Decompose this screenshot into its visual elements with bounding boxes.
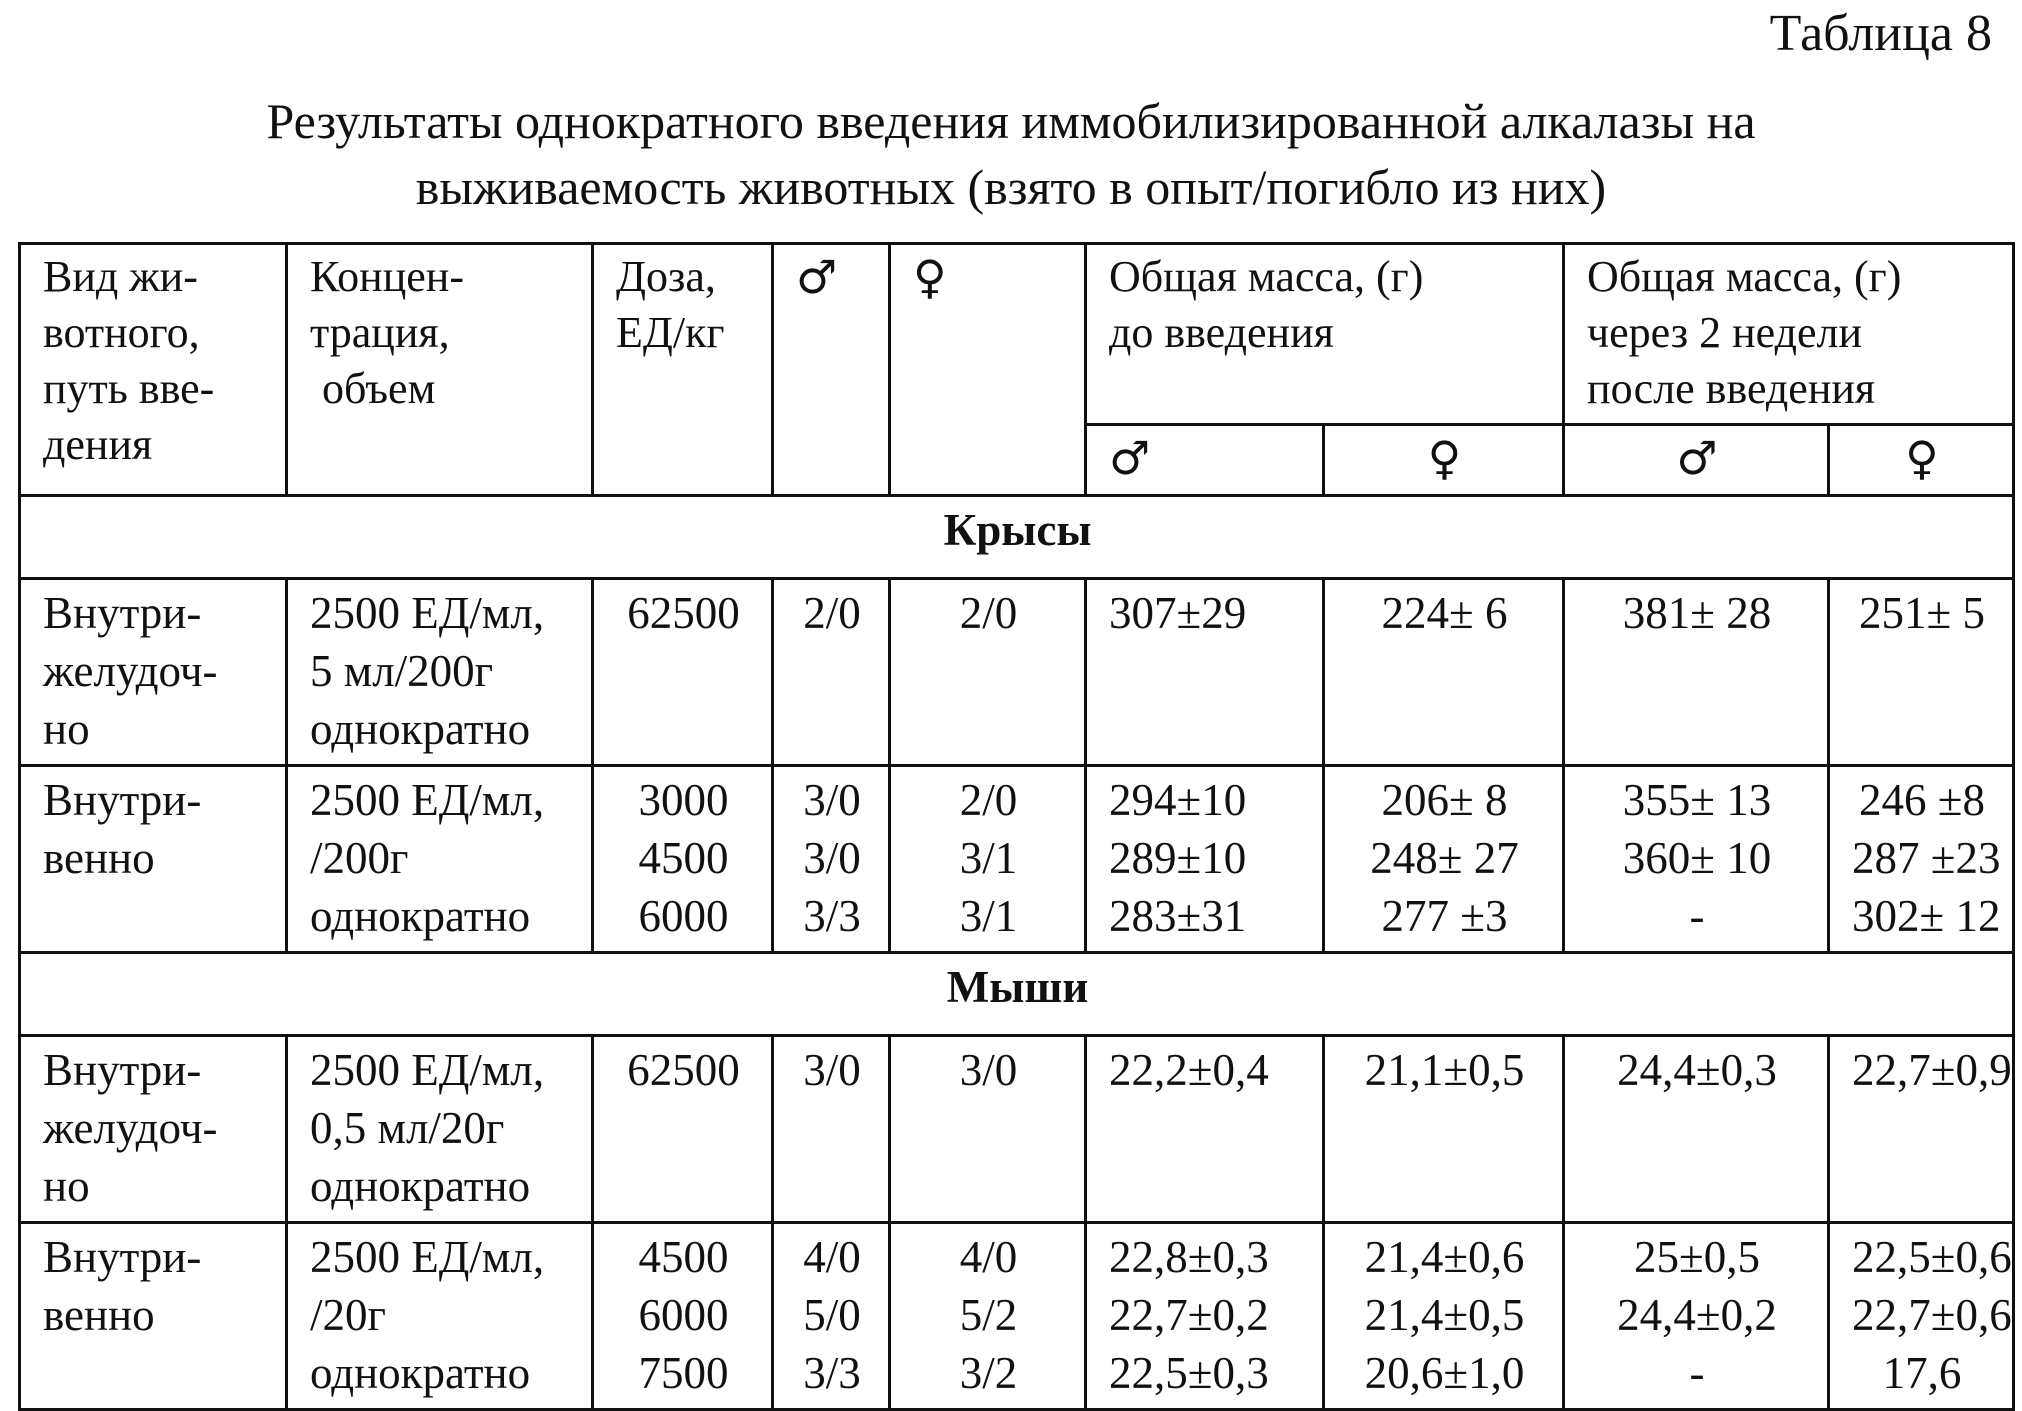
header-row [20, 244, 2014, 425]
cell-line: 294±10 [1109, 775, 1247, 825]
header-concentration: Концен- трация, объем [287, 244, 593, 496]
table-row [20, 766, 2014, 953]
cell-line: 4/0 [959, 1232, 1018, 1282]
cell-mb [1086, 1223, 1324, 1410]
header-dose: Доза, ЕД/кг [593, 244, 773, 496]
cell-route [20, 766, 287, 953]
cell-conc [287, 766, 593, 953]
cell-line: 24,4±0,2 [1617, 1290, 1777, 1340]
cell-fb [1324, 1223, 1564, 1410]
cell-line: 22,7±0,9 [1852, 1045, 2012, 1095]
cell-line: 62500 [627, 1045, 740, 1095]
cell-line: 3/0 [803, 1045, 861, 1095]
cell-mb [1086, 766, 1324, 953]
cell-line: 3/0 [803, 775, 861, 825]
section-title: Крысы [20, 496, 2014, 579]
cell-line: - [1689, 1348, 1705, 1398]
cell-fa [1829, 766, 2014, 953]
cell-route [20, 1036, 287, 1223]
cell-line: желудоч- [43, 1103, 218, 1153]
cell-line: 17,6 [1882, 1348, 1962, 1398]
female-symbol-icon: ♀ [1905, 431, 1939, 485]
table-number-label: Таблица 8 [1769, 5, 1992, 62]
male-symbol-icon: ♂ [1109, 431, 1151, 485]
cell-line: 2/0 [959, 588, 1018, 638]
cell-line: однократно [310, 1161, 531, 1211]
cell-dose [593, 1223, 773, 1410]
cell-fb [1324, 579, 1564, 766]
cell-line: 25±0,5 [1634, 1232, 1760, 1282]
cell-line: 307±29 [1109, 588, 1247, 638]
section-row [20, 496, 2014, 579]
cell-line: Внутри- [43, 588, 202, 638]
cell-line: /20г [310, 1290, 386, 1340]
cell-ma [1564, 1036, 1829, 1223]
cell-ma [1564, 579, 1829, 766]
cell-line: 3/3 [803, 1348, 861, 1398]
cell-line: 248± 27 [1370, 833, 1519, 883]
cell-line: 5/2 [959, 1290, 1018, 1340]
header-female [890, 244, 1086, 496]
cell-line: 251± 5 [1859, 588, 1985, 638]
cell-line: /200г [310, 833, 409, 883]
cell-line: 5/0 [803, 1290, 861, 1340]
cell-conc [287, 1223, 593, 1410]
cell-ma [1564, 766, 1829, 953]
cell-line: но [43, 704, 90, 754]
cell-ma [1564, 1223, 1829, 1410]
cell-line: 283±31 [1109, 891, 1247, 941]
cell-line: 22,7±0,2 [1109, 1290, 1269, 1340]
cell-line: 206± 8 [1381, 775, 1508, 825]
cell-female [890, 1036, 1086, 1223]
cell-line: желудоч- [43, 646, 218, 696]
header-mass-after: Общая масса, (г) через 2 недели после введения [1564, 244, 2014, 425]
cell-route [20, 1223, 287, 1410]
cell-line: 3/0 [803, 833, 861, 883]
cell-line: 24,4±0,3 [1617, 1045, 1777, 1095]
cell-line: однократно [310, 1348, 531, 1398]
cell-line: однократно [310, 704, 531, 754]
cell-male [773, 1036, 890, 1223]
female-symbol-icon: ♀ [913, 250, 947, 304]
cell-line: 5 мл/200г [310, 646, 494, 696]
sub-male-before [1086, 425, 1324, 496]
header-mass-before: Общая масса, (г) до введения [1086, 244, 1564, 425]
cell-line: - [1689, 891, 1705, 941]
cell-line: 224± 6 [1381, 588, 1508, 638]
cell-line: 287 ±23 [1852, 833, 2001, 883]
sub-female-before [1324, 425, 1564, 496]
cell-fb [1324, 1036, 1564, 1223]
cell-line: 21,4±0,6 [1364, 1232, 1525, 1282]
table-title [60, 88, 1962, 220]
header-species: Вид жи- вотного, путь вве- дения [20, 244, 287, 496]
cell-mb [1086, 579, 1324, 766]
cell-line: Внутри- [43, 1232, 202, 1282]
cell-line: 4500 [638, 833, 729, 883]
cell-line: 22,5±0,6 [1852, 1232, 2012, 1282]
cell-line: 2/0 [959, 775, 1018, 825]
cell-line: 2500 ЕД/мл, [310, 775, 545, 825]
cell-line: Внутри- [43, 775, 202, 825]
cell-line: 360± 10 [1622, 833, 1772, 883]
cell-male [773, 579, 890, 766]
cell-female [890, 766, 1086, 953]
cell-line: 302± 12 [1852, 891, 2001, 941]
cell-line: 6000 [638, 1290, 729, 1340]
cell-line: 355± 13 [1622, 775, 1772, 825]
cell-line: однократно [310, 891, 531, 941]
male-symbol-icon: ♂ [796, 250, 838, 304]
cell-line: 2500 ЕД/мл, [310, 588, 545, 638]
cell-line: венно [43, 1290, 155, 1340]
cell-line: 6000 [638, 891, 729, 941]
cell-line: 21,4±0,5 [1364, 1290, 1525, 1340]
female-symbol-icon: ♀ [1427, 431, 1462, 485]
cell-line: 22,7±0,6 [1852, 1290, 2012, 1340]
cell-fa [1829, 579, 2014, 766]
cell-fa [1829, 1223, 2014, 1410]
cell-line: 3000 [638, 775, 729, 825]
table-row [20, 1036, 2014, 1223]
table-row [20, 579, 2014, 766]
cell-line: 62500 [627, 588, 740, 638]
cell-line: Внутри- [43, 1045, 202, 1095]
cell-line: 3/0 [959, 1045, 1018, 1095]
cell-conc [287, 579, 593, 766]
cell-line: 381± 28 [1622, 588, 1772, 638]
cell-male [773, 766, 890, 953]
cell-line: 4/0 [803, 1232, 861, 1282]
cell-conc [287, 1036, 593, 1223]
cell-line: 2/0 [803, 588, 861, 638]
cell-line: но [43, 1161, 90, 1211]
cell-line: 21,1±0,5 [1364, 1045, 1525, 1095]
cell-line: 3/2 [959, 1348, 1018, 1398]
cell-line: 289±10 [1109, 833, 1247, 883]
header-male [773, 244, 890, 496]
cell-dose [593, 1036, 773, 1223]
title-line-2: выживаемость животных (взято в опыт/погибло из них) [415, 159, 1607, 215]
results-table [18, 242, 2015, 1411]
cell-fb [1324, 766, 1564, 953]
cell-dose [593, 766, 773, 953]
cell-line: 246 ±8 [1859, 775, 1985, 825]
cell-line: 22,5±0,3 [1109, 1348, 1269, 1398]
table-row [20, 1223, 2014, 1410]
sub-female-after [1829, 425, 2014, 496]
cell-line: 3/1 [959, 833, 1018, 883]
cell-route [20, 579, 287, 766]
cell-line: 22,8±0,3 [1109, 1232, 1269, 1282]
cell-line: 2500 ЕД/мл, [310, 1232, 545, 1282]
cell-male [773, 1223, 890, 1410]
cell-line: 2500 ЕД/мл, [310, 1045, 545, 1095]
sub-male-after [1564, 425, 1829, 496]
cell-line: 22,2±0,4 [1109, 1045, 1269, 1095]
cell-dose [593, 579, 773, 766]
section-title: Мыши [20, 953, 2014, 1036]
cell-female [890, 579, 1086, 766]
cell-line: 0,5 мл/20г [310, 1103, 505, 1153]
cell-line: 277 ±3 [1381, 891, 1508, 941]
cell-line: 3/1 [959, 891, 1018, 941]
male-symbol-icon: ♂ [1676, 431, 1718, 485]
cell-line: венно [43, 833, 155, 883]
title-line-1: Результаты однократного введения иммобилизированной алкалазы на [266, 93, 1756, 149]
cell-female [890, 1223, 1086, 1410]
cell-mb [1086, 1036, 1324, 1223]
cell-line: 4500 [638, 1232, 729, 1282]
section-row [20, 953, 2014, 1036]
cell-fa [1829, 1036, 2014, 1223]
cell-line: 20,6±1,0 [1364, 1348, 1525, 1398]
cell-line: 3/3 [803, 891, 861, 941]
cell-line: 7500 [638, 1348, 729, 1398]
